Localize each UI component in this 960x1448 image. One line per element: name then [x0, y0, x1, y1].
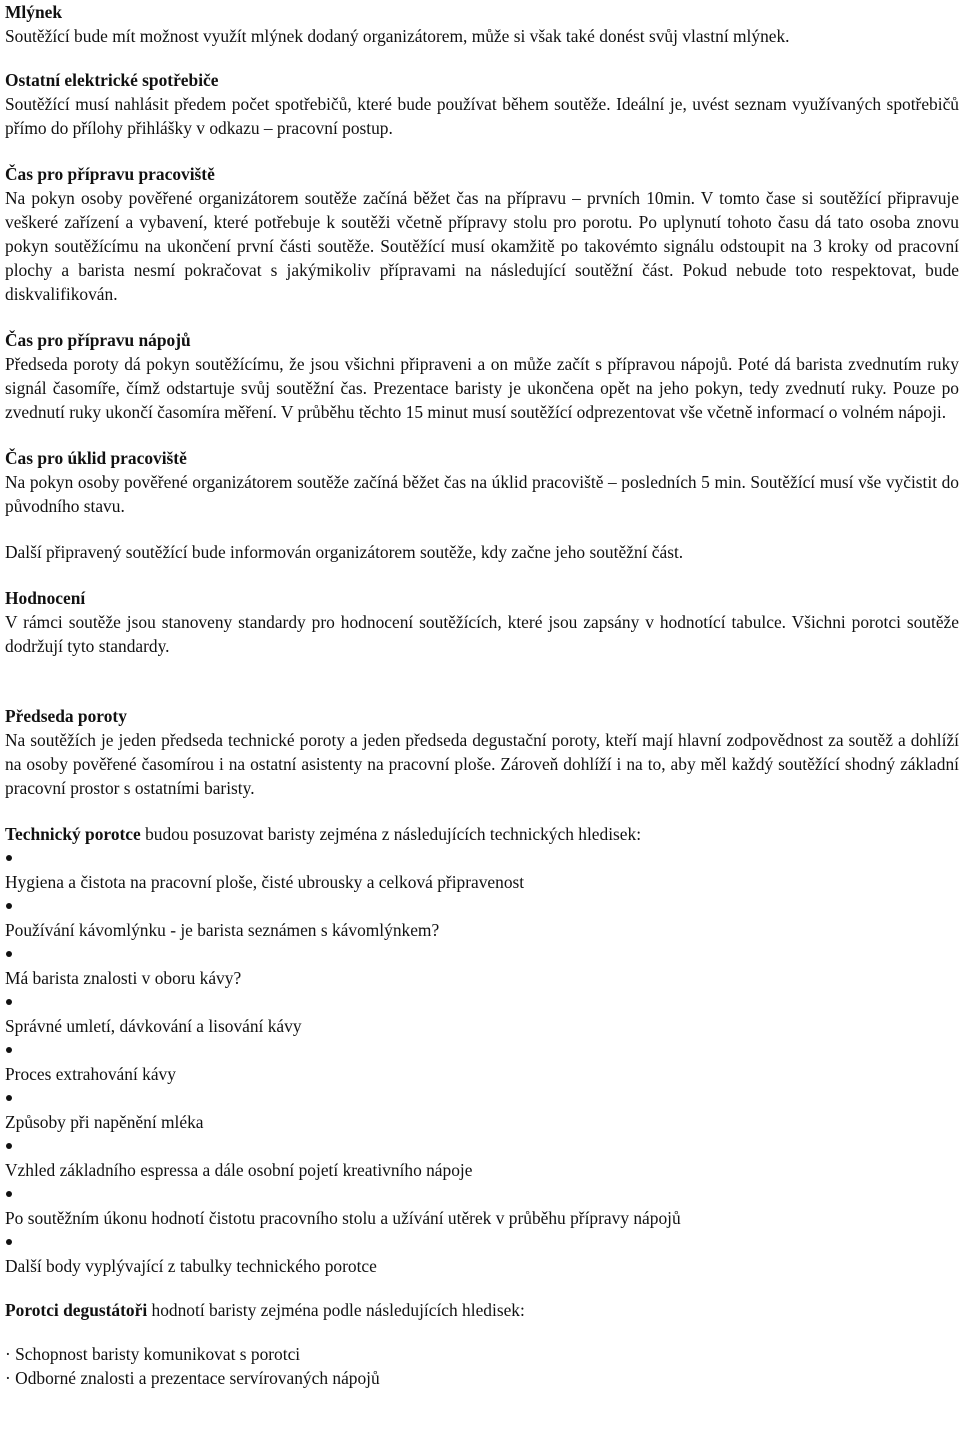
heading-spotrebice: Ostatní elektrické spotřebiče [5, 70, 219, 90]
technicky-list [5, 846, 959, 1278]
technicky-bold: Technický porotce [5, 824, 141, 844]
bullet-icon [5, 1134, 959, 1158]
list-item: Po soutěžním úkonu hodnotí čistotu pracovního stolu a užívání utěrek v průběhu přípravy nápojů [5, 1208, 681, 1228]
bullet-icon [5, 1182, 959, 1206]
paragraph-mlynek: Soutěžící bude mít možnost využít mlýnek dodaný organizátorem, může si však také donést svůj vlastní mlýnek. [5, 26, 790, 46]
list-item: Má barista znalosti v oboru kávy? [5, 968, 242, 988]
degustatori-list [5, 1342, 959, 1390]
degustatori-rest: hodnotí baristy zejména podle následujících hledisek: [147, 1300, 525, 1320]
paragraph-spotrebice: Soutěžící musí nahlásit předem počet spotřebičů, které bude používat během soutěže. Ideální je, uvést seznam využívaných spotřebičů přímo do přílohy přihlášky v odkazu – pracovní postup. [5, 94, 959, 138]
paragraph-technicky-intro [5, 822, 959, 846]
list-item: Proces extrahování kávy [5, 1064, 176, 1084]
bullet-icon [5, 942, 959, 966]
bullet-icon [5, 894, 959, 918]
list-item: Používání kávomlýnku - je barista seznámen s kávomlýnkem? [5, 920, 440, 940]
paragraph-dalsi: Další připravený soutěžící bude informován organizátorem soutěže, kdy začne jeho soutěžní část. [5, 542, 684, 562]
bullet-icon [5, 1038, 959, 1062]
bullet-icon [5, 990, 959, 1014]
paragraph-degustatori-intro [5, 1298, 959, 1322]
list-item: Další body vyplývající z tabulky technického porotce [5, 1256, 377, 1276]
list-item: Správné umletí, dávkování a lisování kávy [5, 1016, 302, 1036]
bullet-icon [5, 1230, 959, 1254]
bullet-icon [5, 1086, 959, 1110]
paragraph-predseda: Na soutěžích je jeden předseda technické poroty a jeden předseda degustační poroty, kteří mají hlavní zodpovědnost za soutěž a dohlíží na osoby pověřené časomírou i na ostatní asistenty na pracovní ploše. Zároveň dohlíží i na to, aby měl každý soutěžící shodný základní pracovní prostor s ostatními baristy. [5, 730, 959, 798]
technicky-rest: budou posuzovat baristy zejména z následujících technických hledisek: [140, 824, 642, 844]
heading-priprava-napoju: Čas pro přípravu nápojů [5, 330, 191, 350]
list-item: Způsoby při napěnění mléka [5, 1112, 204, 1132]
list-item: Vzhled základního espressa a dále osobní pojetí kreativního nápoje [5, 1160, 473, 1180]
paragraph-priprava-napoju: Předseda poroty dá pokyn soutěžícímu, že jsou všichni připraveni a on může začít s přípravou nápojů. Poté dá barista zvednutím ruky signál časomíře, čímž odstartuje svůj soutěžní čas. Prezentace baristy je ukončena opět na jeho pokyn, tedy zvednutí ruky. Pouze po zvednutí ruky ukončí časomíra měření. V průběhu těchto 15 minut musí soutěžící odprezentovat vše včetně informací o volném nápoji. [5, 354, 959, 422]
heading-hodnoceni: Hodnocení [5, 588, 86, 608]
heading-uklid: Čas pro úklid pracoviště [5, 448, 187, 468]
list-item: · Odborné znalosti a prezentace servírovaných nápojů [5, 1368, 380, 1388]
paragraph-hodnoceni: V rámci soutěže jsou stanoveny standardy pro hodnocení soutěžících, které jsou zapsány v hodnotící tabulce. Všichni porotci soutěže dodržují tyto standardy. [5, 612, 959, 656]
heading-priprava-pracoviste: Čas pro přípravu pracoviště [5, 164, 215, 184]
paragraph-uklid: Na pokyn osoby pověřené organizátorem soutěže začíná běžet čas na úklid pracoviště – posledních 5 min. Soutěžící musí vše vyčistit do původního stavu. [5, 472, 959, 516]
list-item: · Schopnost baristy komunikovat s porotci [5, 1344, 301, 1364]
paragraph-priprava-pracoviste: Na pokyn osoby pověřené organizátorem soutěže začíná běžet čas na přípravu – prvních 10min. V tomto čase si soutěžící připravuje veškeré zařízení a vybavení, které potřebuje k soutěži včetně přípravy stolu pro porotu. Po uplynutí tohoto času dá tato osoba znovu pokyn soutěžícímu na ukončení první části soutěže. Soutěžící musí okamžitě po takovémto signálu odstoupit na 3 kroky od pracovní plochy a barista nesmí pokračovat s jakýmikoliv přípravami na následující soutěžní část. Pokud nebude toto respektovat, bude diskvalifikován. [5, 188, 959, 304]
heading-predseda: Předseda poroty [5, 706, 127, 726]
heading-mlynek: Mlýnek [5, 2, 63, 22]
list-item: Hygiena a čistota na pracovní ploše, čisté ubrousky a celková připravenost [5, 872, 525, 892]
bullet-icon [5, 846, 959, 870]
degustatori-bold: Porotci degustátoři [5, 1300, 148, 1320]
